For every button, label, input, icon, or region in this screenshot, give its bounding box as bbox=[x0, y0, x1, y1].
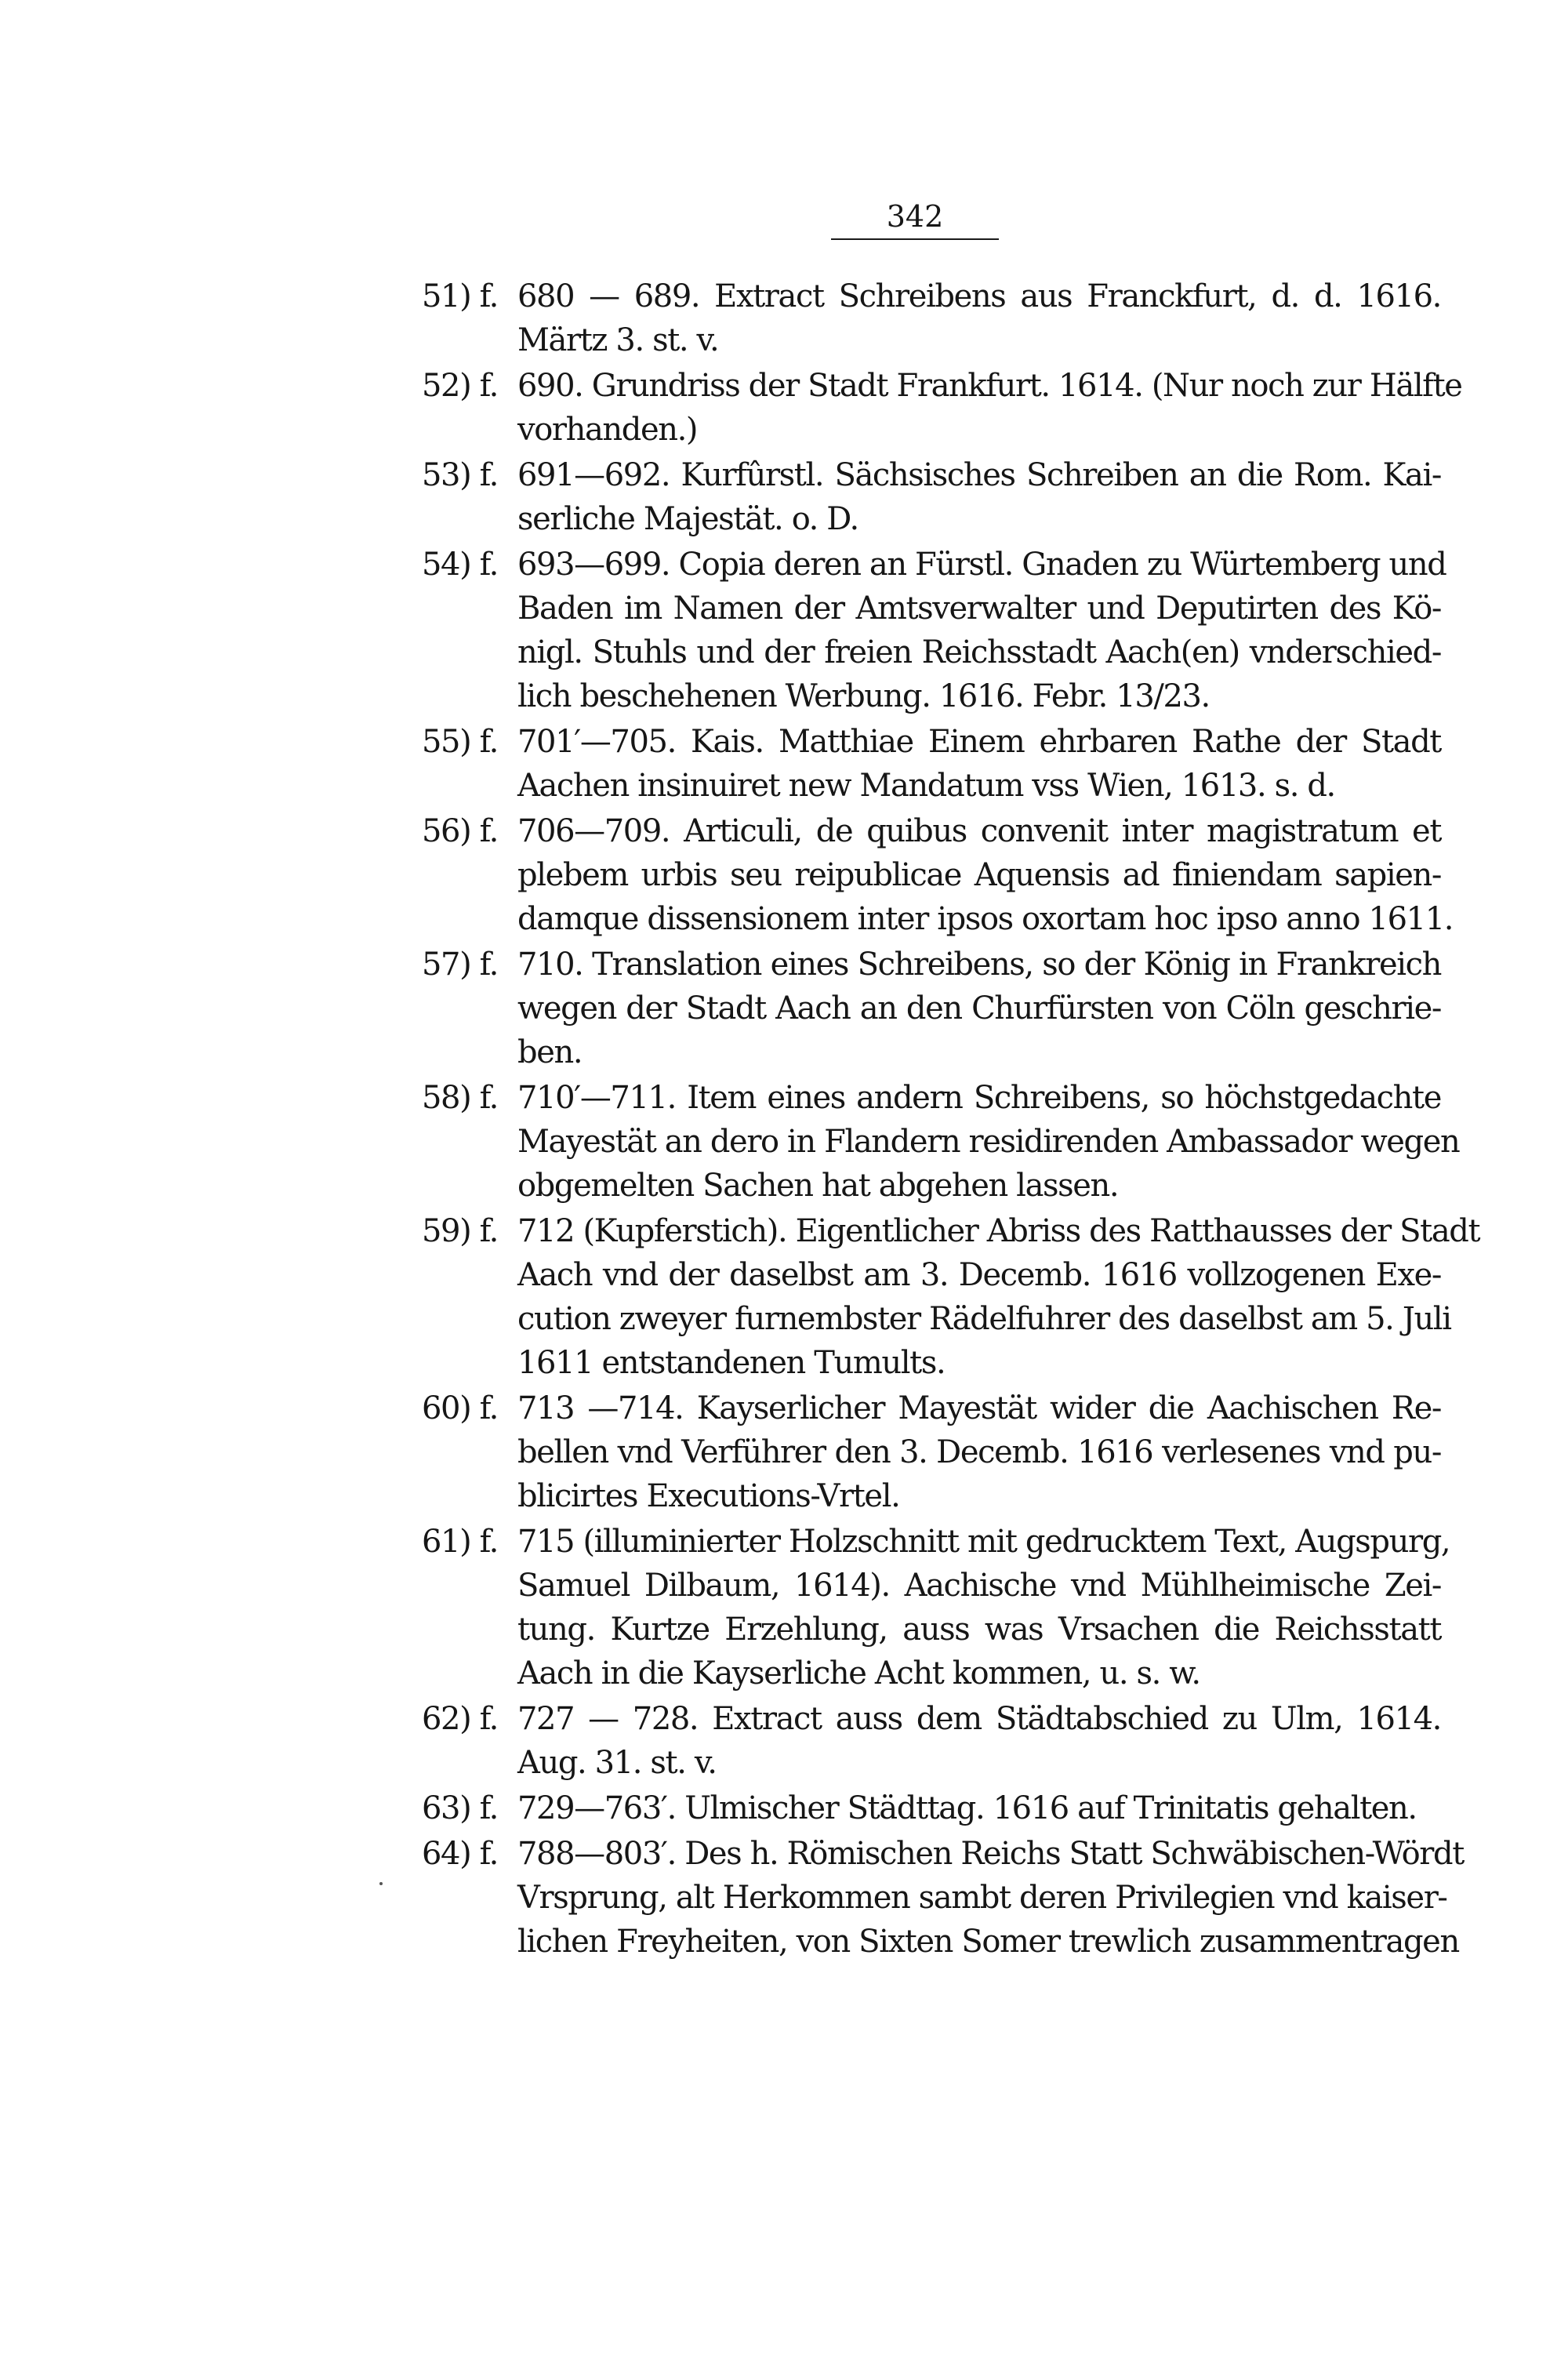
entry-text-line: 690. Grundriss der Stadt Frankfurt. 1614. (Nur noch zur Hälfte bbox=[517, 368, 1462, 404]
entry-number: 62) f. bbox=[422, 1701, 498, 1737]
entry-number: 57) f. bbox=[422, 947, 498, 983]
entry-text-line: Aug. 31. st. v. bbox=[517, 1745, 717, 1781]
entry-number: 63) f. bbox=[422, 1790, 498, 1826]
entry-text-line: Aach in die Kayserliche Acht kommen, u. s. w. bbox=[517, 1655, 1200, 1692]
entry-text-line: lichen Freyheiten, von Sixten Somer trewlich zusammentragen bbox=[517, 1924, 1459, 1960]
catalog-entry bbox=[422, 1386, 1441, 1518]
entry-number: 60) f. bbox=[422, 1390, 498, 1426]
entry-text-line: 710. Translation eines Schreibens, so der König in Frankreich bbox=[517, 947, 1441, 983]
entry-text-line: cution zweyer furnembster Rädelfuhrer des daselbst am 5. Juli bbox=[517, 1301, 1451, 1337]
entry-text-line: 680 — 689. Extract Schreibens aus Franckfurt, d. d. 1616. bbox=[517, 278, 1441, 314]
entry-text-line: 788—803′. Des h. Römischen Reichs Statt Schwäbischen-Wördt bbox=[517, 1836, 1464, 1872]
entry-number: 56) f. bbox=[422, 813, 498, 849]
entry-text-line: serliche Majestät. o. D. bbox=[517, 501, 858, 537]
catalog-entries bbox=[422, 274, 1480, 1965]
entry-number: 51) f. bbox=[422, 278, 498, 314]
entry-number: 55) f. bbox=[422, 724, 498, 760]
entry-text-line: vorhanden.) bbox=[517, 412, 698, 448]
entry-text-line: 729—763′. Ulmischer Städttag. 1616 auf Trinitatis gehalten. bbox=[517, 1790, 1417, 1826]
entry-text-line: 1611 entstandenen Tumults. bbox=[517, 1345, 946, 1381]
entry-text-line: 701′—705. Kais. Matthiae Einem ehrbaren Rathe der Stadt bbox=[517, 724, 1441, 760]
entry-number: 54) f. bbox=[422, 547, 498, 583]
entry-text-line: 706—709. Articuli, de quibus convenit inter magistratum et bbox=[517, 813, 1441, 849]
entry-text-line: bellen vnd Verführer den 3. Decemb. 1616 verlesenes vnd pu- bbox=[517, 1434, 1441, 1470]
catalog-entry bbox=[422, 274, 1441, 362]
entry-text-line: Samuel Dilbaum, 1614). Aachische vnd Mühlheimische Zei- bbox=[517, 1568, 1441, 1604]
entry-text-line: damque dissensionem inter ipsos oxortam hoc ipso anno 1611. bbox=[517, 901, 1454, 937]
entry-text-line: 727 — 728. Extract auss dem Städtabschied zu Ulm, 1614. bbox=[517, 1701, 1441, 1737]
entry-text-line: 715 (illuminierter Holzschnitt mit gedrucktem Text, Augspurg, bbox=[517, 1524, 1450, 1560]
entry-number: 64) f. bbox=[422, 1836, 498, 1872]
catalog-entry bbox=[422, 1832, 1464, 1964]
entry-text-line: 693—699. Copia deren an Fürstl. Gnaden zu Würtemberg und bbox=[517, 547, 1446, 583]
entry-text-line: plebem urbis seu reipublicae Aquensis ad finiendam sapien- bbox=[517, 857, 1441, 893]
entry-text-line: 710′—711. Item eines andern Schreibens, so höchstgedachte bbox=[517, 1080, 1441, 1116]
entry-text-line: Vrsprung, alt Herkommen sambt deren Privilegien vnd kaiser- bbox=[517, 1880, 1447, 1916]
entry-text-line: lich beschehenen Werbung. 1616. Febr. 13/23. bbox=[517, 678, 1210, 714]
entry-text-line: 713 —714. Kayserlicher Mayestät wider die Aachischen Re- bbox=[517, 1390, 1441, 1426]
entry-text-line: nigl. Stuhls und der freien Reichsstadt Aach(en) vnderschied- bbox=[517, 634, 1441, 670]
catalog-entry bbox=[422, 453, 1441, 541]
entry-text-line: 691—692. Kurfûrstl. Sächsisches Schreiben an die Rom. Kai- bbox=[517, 457, 1441, 493]
entry-text-line: Mayestät an dero in Flandern residirenden Ambassador wegen bbox=[517, 1124, 1460, 1160]
header-rule bbox=[831, 238, 999, 240]
entry-text-line: wegen der Stadt Aach an den Churfürsten von Cöln geschrie- bbox=[517, 990, 1441, 1027]
entry-text-line: Aachen insinuiret new Mandatum vss Wien, 1613. s. d. bbox=[517, 768, 1335, 804]
catalog-entry bbox=[422, 943, 1441, 1074]
page-number: 342 bbox=[886, 199, 944, 234]
entry-text-line: obgemelten Sachen hat abgehen lassen. bbox=[517, 1168, 1119, 1204]
entry-text-line: Märtz 3. st. v. bbox=[517, 322, 719, 358]
entry-number: 58) f. bbox=[422, 1080, 498, 1116]
catalog-entry bbox=[422, 543, 1446, 718]
entry-text-line: 712 (Kupferstich). Eigentlicher Abriss des Ratthausses der Stadt bbox=[517, 1213, 1480, 1249]
entry-number: 59) f. bbox=[422, 1213, 498, 1249]
entry-text-line: Baden im Namen der Amtsverwalter und Deputirten des Kö- bbox=[517, 590, 1441, 627]
entry-text-line: blicirtes Executions-Vrtel. bbox=[517, 1478, 900, 1514]
entry-text-line: Aach vnd der daselbst am 3. Decemb. 1616 vollzogenen Exe- bbox=[517, 1257, 1441, 1293]
entry-text-line: tung. Kurtze Erzehlung, auss was Vrsachen die Reichsstatt bbox=[517, 1612, 1441, 1648]
margin-dot bbox=[379, 1882, 383, 1885]
entry-text-line: ben. bbox=[517, 1034, 583, 1070]
catalog-entry bbox=[422, 1697, 1441, 1785]
catalog-entry bbox=[422, 1786, 1441, 1830]
catalog-entry bbox=[422, 1076, 1460, 1208]
entry-number: 61) f. bbox=[422, 1524, 498, 1560]
entry-number: 53) f. bbox=[422, 457, 498, 493]
catalog-entry bbox=[422, 364, 1462, 452]
catalog-entry bbox=[422, 1520, 1450, 1695]
catalog-entry bbox=[422, 809, 1454, 941]
catalog-entry bbox=[422, 1209, 1480, 1385]
entry-number: 52) f. bbox=[422, 368, 498, 404]
catalog-entry bbox=[422, 720, 1441, 808]
